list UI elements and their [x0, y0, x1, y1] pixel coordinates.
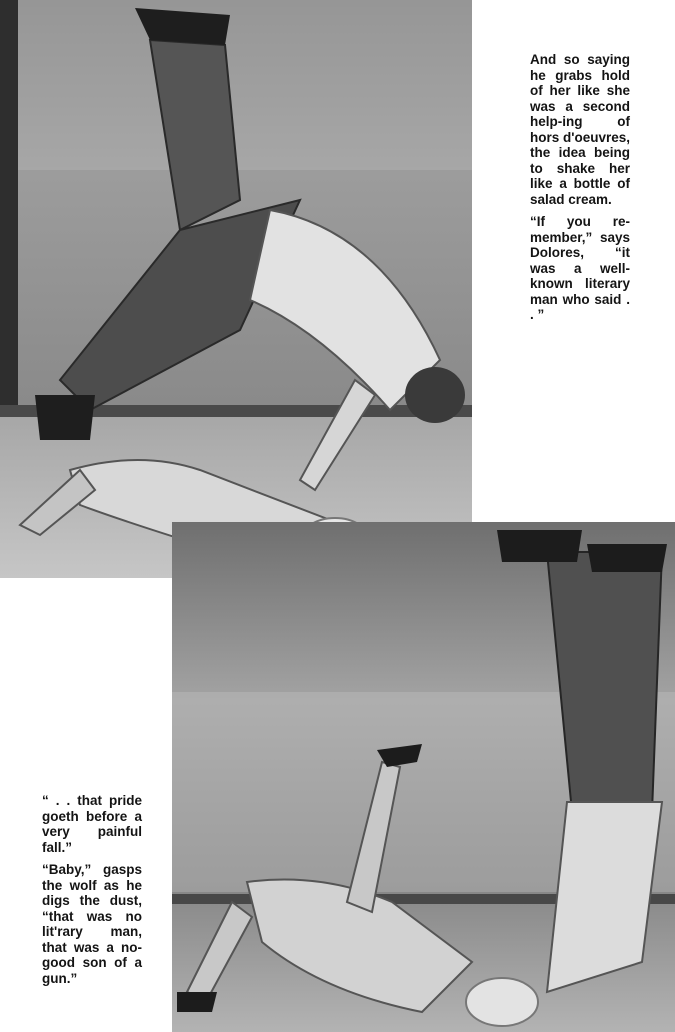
top-photo	[0, 0, 472, 578]
wall-upper-panel	[0, 0, 472, 170]
top-photo-illustration	[0, 0, 472, 578]
bottom-photo-illustration	[172, 522, 675, 1032]
bottom-caption	[42, 793, 142, 993]
top-caption-paragraph-1: And so saying he grabs hold of her like she was a second help-ing of hors d'oeuvres, the idea being to shake her like a bottle of salad cream.	[530, 52, 630, 207]
bottom-photo	[172, 522, 675, 1032]
top-caption-paragraph-2: “If you re-member,” says Dolores, “it was a well-known literary man who said . . ”	[530, 214, 630, 322]
top-caption	[530, 52, 630, 330]
bottom-caption-paragraph-1: “ . . that pride goeth before a very painful fall.”	[42, 793, 142, 855]
man-shoe-right	[587, 544, 667, 572]
man-shoe-left	[497, 530, 582, 562]
man-head	[405, 367, 465, 423]
woman-shoe-floor	[177, 992, 217, 1012]
woman-head	[466, 978, 538, 1026]
bottom-caption-paragraph-2: “Baby,” gasps the wolf as he digs the dust, “that was no lit'rary man, that was a no-good son of a gun.”	[42, 862, 142, 986]
man-shoe-left	[35, 395, 95, 440]
